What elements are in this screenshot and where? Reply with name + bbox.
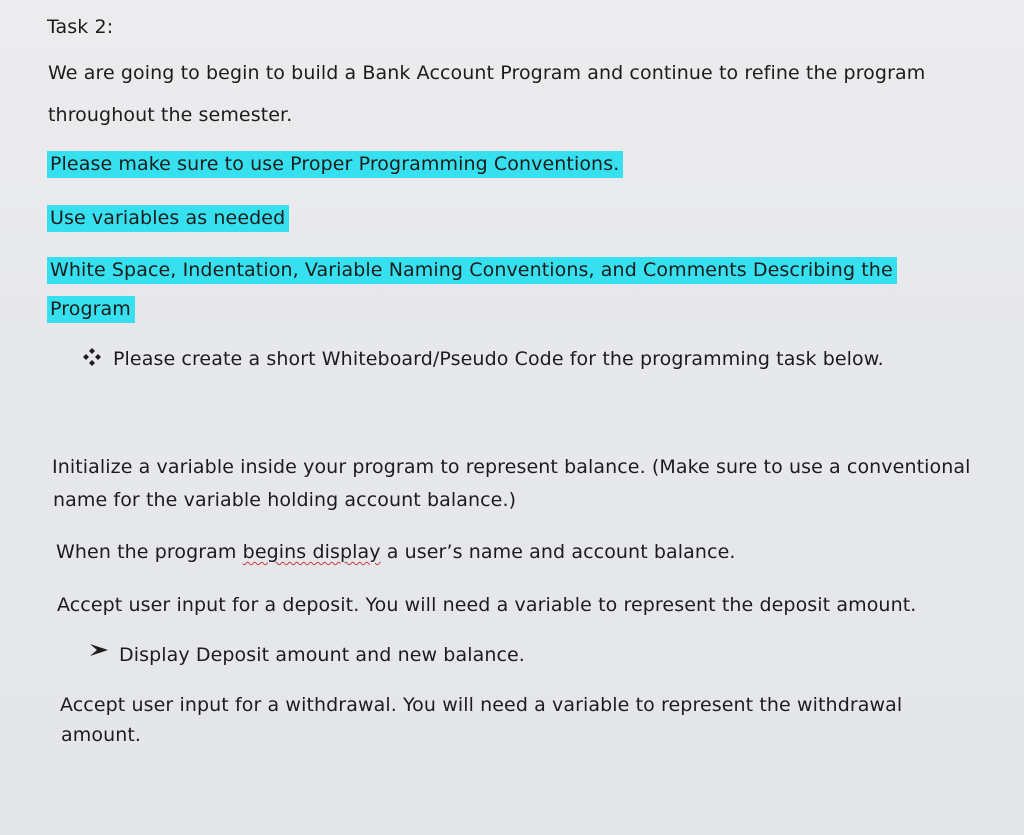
intro-line-2: throughout the semester. bbox=[48, 104, 293, 126]
highlight-variables bbox=[47, 206, 289, 230]
initialize-line-1: Initialize a variable inside your program to represent balance. (Make sure to use a conventional bbox=[52, 456, 971, 478]
highlight-conventions bbox=[47, 152, 623, 176]
task-title: Task 2: bbox=[47, 16, 114, 38]
bullet-item-text: Please create a short Whiteboard/Pseudo Code for the programming task below. bbox=[113, 348, 884, 370]
withdrawal-line-2: amount. bbox=[61, 724, 142, 746]
intro-line-1: We are going to begin to build a Bank Account Program and continue to refine the program bbox=[48, 62, 926, 84]
begins-prefix: When the program bbox=[56, 541, 243, 563]
begins-line bbox=[56, 540, 736, 564]
deposit-sub-item: Display Deposit amount and new balance. bbox=[119, 644, 525, 666]
arrow-bullet-icon bbox=[88, 642, 110, 658]
highlight-conventions-text: Please make sure to use Proper Programming Conventions. bbox=[47, 151, 623, 178]
deposit-line: Accept user input for a deposit. You will need a variable to represent the deposit amount. bbox=[57, 594, 917, 616]
highlight-variables-text: Use variables as needed bbox=[47, 205, 289, 232]
highlight-whitespace-text-2: Program bbox=[47, 296, 135, 323]
begins-squiggle-text: begins display bbox=[242, 541, 381, 563]
initialize-line-2: name for the variable holding account balance.) bbox=[53, 489, 517, 511]
begins-suffix: a user’s name and account balance. bbox=[380, 541, 736, 563]
withdrawal-line-1: Accept user input for a withdrawal. You will need a variable to represent the withdrawal bbox=[60, 694, 903, 716]
highlight-whitespace-text-1: White Space, Indentation, Variable Naming Conventions, and Comments Describing the bbox=[47, 257, 897, 284]
four-diamond-bullet-icon bbox=[82, 347, 102, 367]
highlight-whitespace-line-1 bbox=[47, 258, 897, 282]
highlight-whitespace-line-2 bbox=[47, 297, 135, 321]
